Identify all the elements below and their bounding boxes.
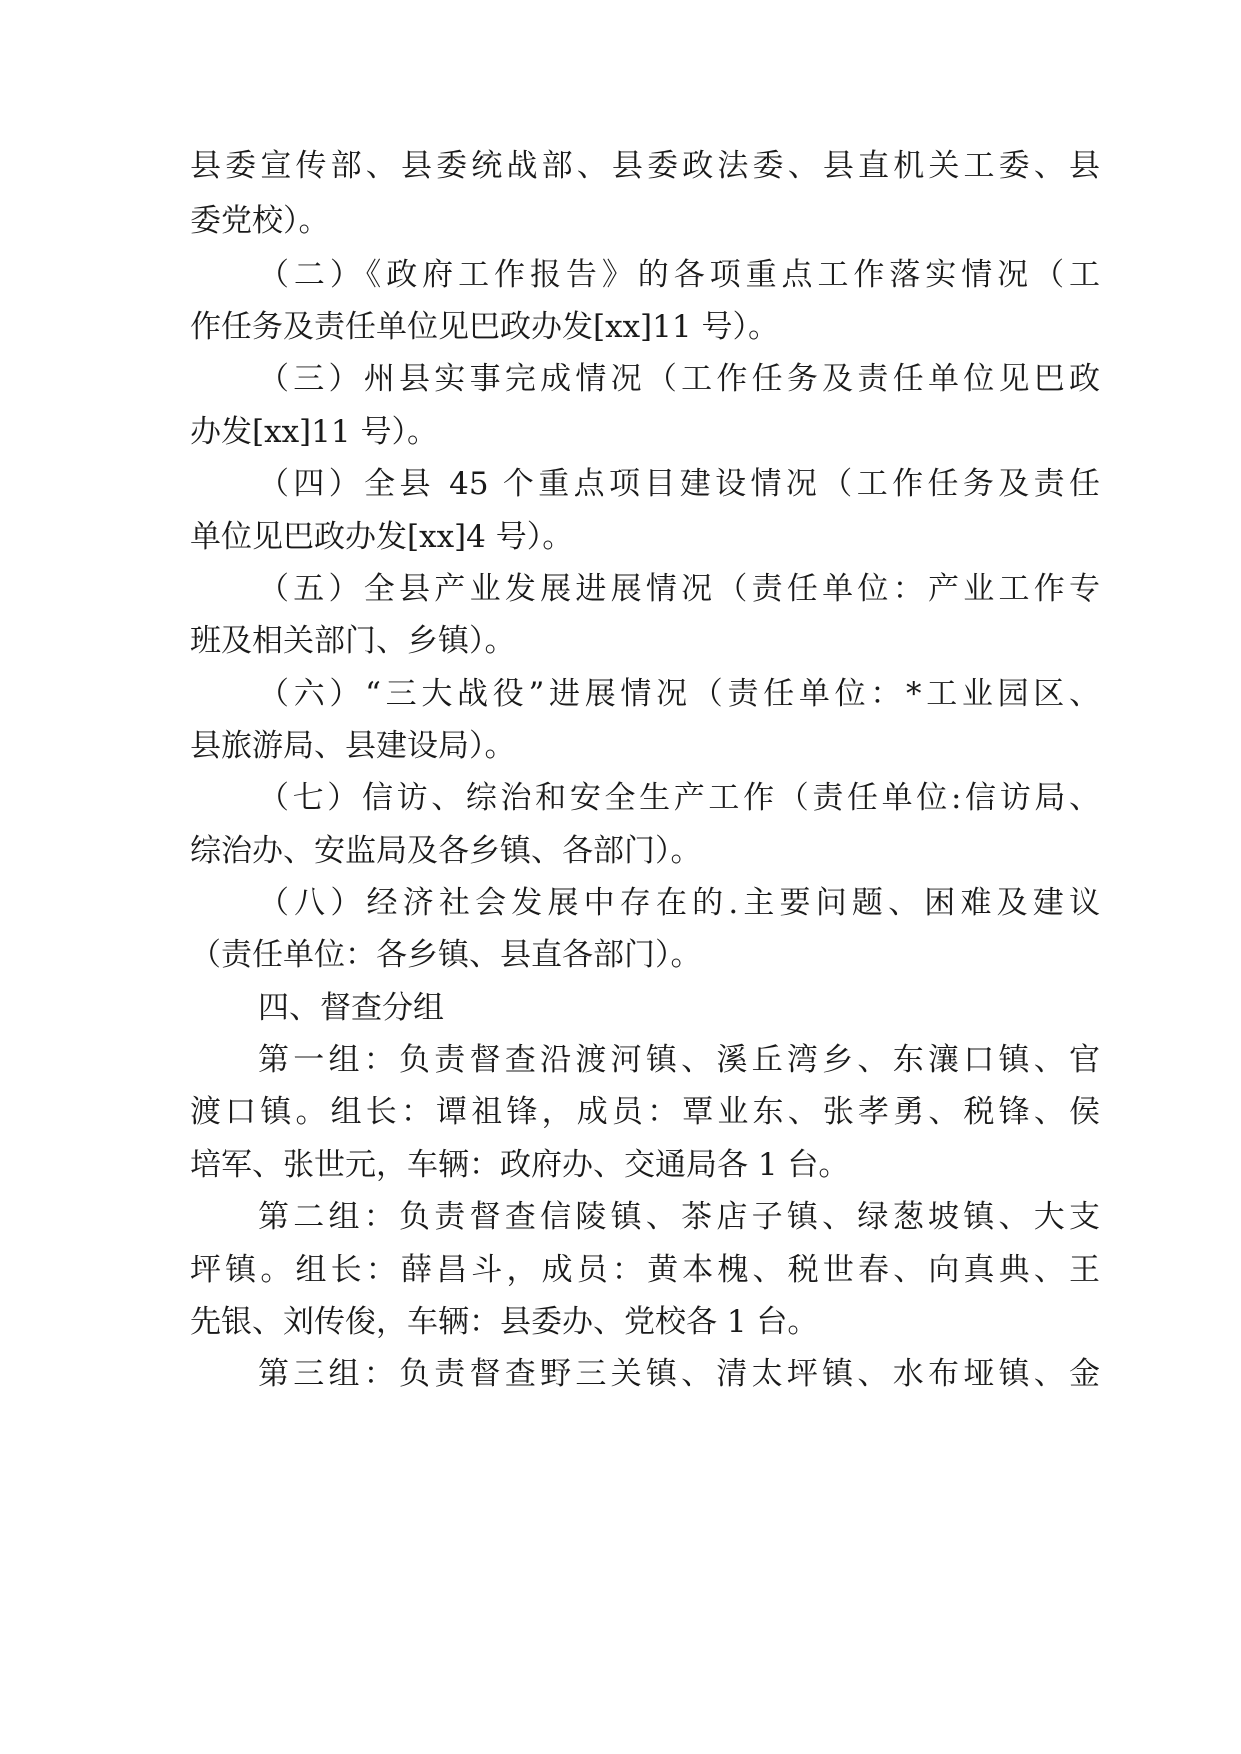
text-line-16: （责任单位：各乡镇、县直各部门）。	[190, 937, 702, 973]
text-line-4: 作任务及责任单位见巴政办发[xx]11 号）。	[190, 309, 779, 345]
text-line-5: （三）州县实事完成情况（工作任务及责任单位见巴政	[258, 361, 1100, 397]
text-line-24: 第三组：负责督查野三关镇、清太坪镇、水布垭镇、金	[258, 1356, 1100, 1392]
text-line-7: （四）全县 45 个重点项目建设情况（工作任务及责任	[258, 466, 1100, 502]
text-line-8: 单位见巴政办发[xx]4 号）。	[190, 519, 574, 555]
text-line-2: 委党校）。	[190, 203, 330, 239]
text-line-22: 坪镇。组长：薛昌斗，成员：黄本槐、税世春、向真典、王	[190, 1252, 1100, 1288]
text-line-13: （七）信访、综治和安全生产工作（责任单位:信访局、	[258, 780, 1100, 816]
text-line-12: 县旅游局、县建设局）。	[190, 728, 516, 764]
text-line-18: 第一组：负责督查沿渡河镇、溪丘湾乡、东瀼口镇、官	[258, 1042, 1100, 1078]
text-line-19: 渡口镇。组长：谭祖锋，成员：覃业东、张孝勇、税锋、侯	[190, 1094, 1100, 1130]
text-line-21: 第二组：负责督查信陵镇、茶店子镇、绿葱坡镇、大支	[258, 1199, 1100, 1235]
text-line-1: 县委宣传部、县委统战部、县委政法委、县直机关工委、县	[190, 148, 1100, 184]
text-line-15: （八）经济社会发展中存在的.主要问题、困难及建议	[258, 885, 1100, 921]
text-line-6: 办发[xx]11 号）。	[190, 414, 438, 450]
text-line-9: （五）全县产业发展进展情况（责任单位：产业工作专	[258, 571, 1100, 607]
text-line-11: （六）“三大战役”进展情况（责任单位：*工业园区、	[258, 676, 1100, 712]
text-line-23: 先银、刘传俊，车辆：县委办、党校各 1 台。	[190, 1304, 819, 1340]
text-line-20: 培军、张世元，车辆：政府办、交通局各 1 台。	[190, 1147, 850, 1183]
section-heading-groups: 四、督查分组	[258, 990, 444, 1026]
text-line-3: （二）《政府工作报告》的各项重点工作落实情况（工	[258, 257, 1100, 293]
text-line-14: 综治办、安监局及各乡镇、各部门）。	[190, 833, 702, 869]
text-line-10: 班及相关部门、乡镇）。	[190, 623, 516, 659]
